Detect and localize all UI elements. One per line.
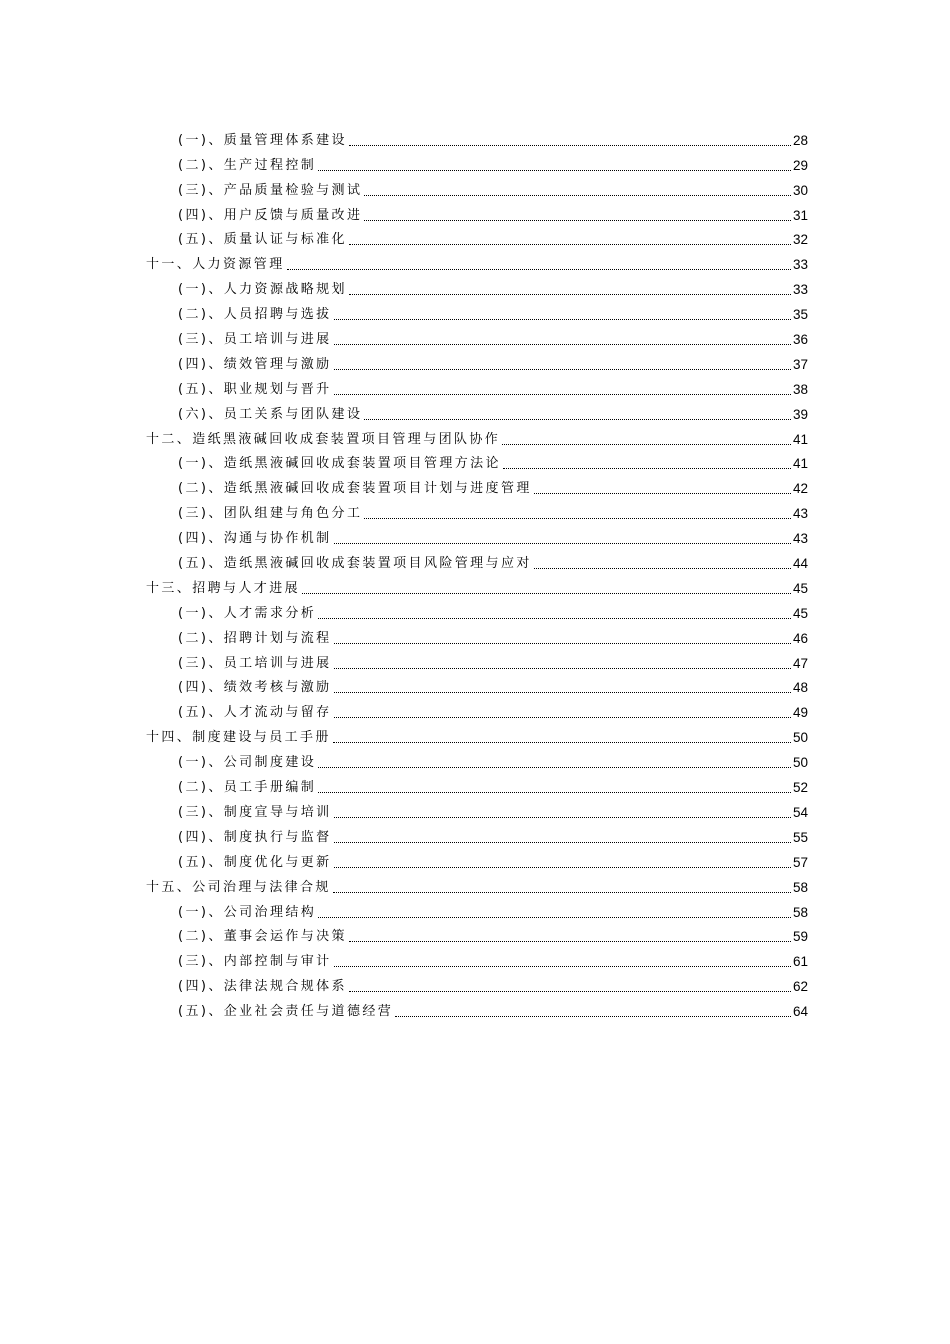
toc-page-number: 29	[792, 157, 808, 173]
toc-section-entry[interactable]	[146, 672, 808, 697]
toc-entry-title: (四)、法律法规合规体系	[178, 979, 347, 995]
toc-section-entry[interactable]	[146, 597, 808, 622]
toc-section-entry[interactable]	[146, 224, 808, 249]
toc-entry-title: (四)、绩效管理与激励	[178, 356, 332, 372]
toc-entry-title: (五)、人才流动与留存	[178, 705, 332, 721]
toc-dot-leader	[333, 742, 791, 743]
toc-section-entry[interactable]	[146, 696, 808, 721]
toc-entry-title: (三)、制度宣导与培训	[178, 804, 332, 820]
toc-page-number: 55	[792, 829, 808, 845]
toc-dot-leader	[334, 668, 791, 669]
toc-page-number: 43	[792, 531, 808, 547]
toc-page-number: 41	[792, 431, 808, 447]
toc-dot-leader	[534, 568, 791, 569]
toc-entry-title: (二)、生产过程控制	[178, 157, 317, 173]
toc-dot-leader	[318, 767, 791, 768]
toc-page-number: 45	[792, 605, 808, 621]
toc-section-entry[interactable]	[146, 273, 808, 298]
toc-dot-leader	[334, 643, 791, 644]
toc-page-number: 35	[792, 307, 808, 323]
toc-dot-leader	[318, 917, 791, 918]
toc-entry-title: (五)、企业社会责任与道德经营	[178, 1004, 394, 1020]
toc-page-number: 50	[792, 730, 808, 746]
toc-section-entry[interactable]	[146, 448, 808, 473]
toc-entry-title: (三)、员工培训与进展	[178, 655, 332, 671]
toc-section-entry[interactable]	[146, 647, 808, 672]
toc-section-entry[interactable]	[146, 995, 808, 1020]
toc-section-entry[interactable]	[146, 522, 808, 547]
toc-section-entry[interactable]	[146, 896, 808, 921]
toc-section-entry[interactable]	[146, 348, 808, 373]
toc-entry-title: (三)、员工培训与进展	[178, 332, 332, 348]
toc-dot-leader	[334, 817, 791, 818]
toc-entry-title: (一)、公司治理结构	[178, 904, 317, 920]
toc-page-number: 48	[792, 680, 808, 696]
toc-dot-leader	[334, 842, 791, 843]
toc-dot-leader	[503, 468, 791, 469]
toc-section-entry[interactable]	[146, 199, 808, 224]
toc-page-number: 61	[792, 954, 808, 970]
toc-entry-title: (三)、内部控制与审计	[178, 954, 332, 970]
toc-page-number: 38	[792, 381, 808, 397]
toc-section-entry[interactable]	[146, 373, 808, 398]
toc-entry-title: 十四、制度建设与员工手册	[146, 730, 331, 746]
toc-dot-leader	[334, 344, 791, 345]
toc-entry-title: (一)、人才需求分析	[178, 605, 317, 621]
toc-entry-title: (四)、制度执行与监督	[178, 829, 332, 845]
toc-dot-leader	[333, 892, 791, 893]
toc-page-number: 46	[792, 630, 808, 646]
toc-entry-title: (五)、造纸黑液碱回收成套装置项目风险管理与应对	[178, 556, 532, 572]
toc-page-number: 42	[792, 481, 808, 497]
toc-page-number: 32	[792, 232, 808, 248]
toc-page-number: 39	[792, 406, 808, 422]
toc-page-number: 58	[792, 879, 808, 895]
toc-dot-leader	[334, 394, 791, 395]
toc-page-number: 58	[792, 904, 808, 920]
table-of-contents	[146, 124, 808, 1020]
toc-page-number: 43	[792, 506, 808, 522]
toc-page-number: 45	[792, 580, 808, 596]
toc-section-entry[interactable]	[146, 174, 808, 199]
toc-page-number: 31	[792, 207, 808, 223]
toc-entry-title: 十五、公司治理与法律合规	[146, 879, 331, 895]
toc-chapter-entry[interactable]	[146, 572, 808, 597]
toc-section-entry[interactable]	[146, 298, 808, 323]
toc-chapter-entry[interactable]	[146, 248, 808, 273]
toc-section-entry[interactable]	[146, 124, 808, 149]
toc-dot-leader	[334, 543, 791, 544]
toc-dot-leader	[318, 618, 791, 619]
toc-dot-leader	[364, 518, 791, 519]
toc-dot-leader	[302, 593, 791, 594]
toc-dot-leader	[334, 717, 791, 718]
toc-entry-title: (六)、员工关系与团队建设	[178, 406, 363, 422]
toc-page-number: 50	[792, 755, 808, 771]
toc-entry-title: (二)、人员招聘与选拔	[178, 307, 332, 323]
toc-section-entry[interactable]	[146, 970, 808, 995]
toc-chapter-entry[interactable]	[146, 871, 808, 896]
toc-page-number: 28	[792, 132, 808, 148]
toc-chapter-entry[interactable]	[146, 423, 808, 448]
toc-entry-title: (四)、绩效考核与激励	[178, 680, 332, 696]
toc-dot-leader	[318, 170, 791, 171]
toc-entry-title: (一)、公司制度建设	[178, 755, 317, 771]
toc-page-number: 30	[792, 182, 808, 198]
toc-section-entry[interactable]	[146, 821, 808, 846]
toc-entry-title: 十三、招聘与人才进展	[146, 580, 301, 596]
toc-entry-title: (二)、招聘计划与流程	[178, 630, 332, 646]
toc-section-entry[interactable]	[146, 472, 808, 497]
toc-section-entry[interactable]	[146, 149, 808, 174]
toc-chapter-entry[interactable]	[146, 721, 808, 746]
toc-section-entry[interactable]	[146, 921, 808, 946]
toc-entry-title: (五)、职业规划与晋升	[178, 381, 332, 397]
toc-page-number: 33	[792, 257, 808, 273]
toc-section-entry[interactable]	[146, 547, 808, 572]
toc-dot-leader	[334, 966, 791, 967]
toc-dot-leader	[349, 244, 791, 245]
toc-dot-leader	[364, 195, 791, 196]
toc-page-number: 62	[792, 979, 808, 995]
toc-entry-title: 十一、人力资源管理	[146, 257, 285, 273]
toc-section-entry[interactable]	[146, 945, 808, 970]
toc-entry-title: (四)、用户反馈与质量改进	[178, 207, 363, 223]
toc-dot-leader	[334, 692, 791, 693]
toc-entry-title: (三)、团队组建与角色分工	[178, 506, 363, 522]
toc-dot-leader	[349, 145, 791, 146]
toc-entry-title: 十二、造纸黑液碱回收成套装置项目管理与团队协作	[146, 431, 501, 447]
toc-page-number: 44	[792, 556, 808, 572]
toc-dot-leader	[349, 991, 791, 992]
toc-page-number: 47	[792, 655, 808, 671]
toc-page-number: 59	[792, 929, 808, 945]
toc-entry-title: (五)、质量认证与标准化	[178, 232, 347, 248]
toc-entry-title: (一)、质量管理体系建设	[178, 132, 347, 148]
toc-page-number: 52	[792, 780, 808, 796]
toc-page-number: 37	[792, 356, 808, 372]
toc-dot-leader	[364, 220, 791, 221]
toc-section-entry[interactable]	[146, 771, 808, 796]
toc-dot-leader	[349, 294, 791, 295]
toc-page-number: 57	[792, 854, 808, 870]
toc-page-number: 33	[792, 282, 808, 298]
toc-section-entry[interactable]	[146, 796, 808, 821]
toc-page-number: 49	[792, 705, 808, 721]
toc-entry-title: (四)、沟通与协作机制	[178, 531, 332, 547]
toc-section-entry[interactable]	[146, 622, 808, 647]
toc-dot-leader	[395, 1016, 791, 1017]
toc-dot-leader	[334, 867, 791, 868]
toc-entry-title: (二)、董事会运作与决策	[178, 929, 347, 945]
toc-entry-title: (五)、制度优化与更新	[178, 854, 332, 870]
toc-entry-title: (一)、造纸黑液碱回收成套装置项目管理方法论	[178, 456, 501, 472]
toc-section-entry[interactable]	[146, 746, 808, 771]
toc-page-number: 36	[792, 332, 808, 348]
toc-entry-title: (二)、员工手册编制	[178, 780, 317, 796]
toc-dot-leader	[334, 319, 791, 320]
toc-dot-leader	[287, 269, 791, 270]
toc-entry-title: (二)、造纸黑液碱回收成套装置项目计划与进度管理	[178, 481, 532, 497]
toc-section-entry[interactable]	[146, 497, 808, 522]
toc-dot-leader	[334, 369, 791, 370]
toc-section-entry[interactable]	[146, 323, 808, 348]
toc-section-entry[interactable]	[146, 846, 808, 871]
toc-dot-leader	[318, 792, 791, 793]
toc-page-number: 64	[792, 1004, 808, 1020]
toc-page-number: 54	[792, 804, 808, 820]
toc-dot-leader	[502, 444, 791, 445]
toc-section-entry[interactable]	[146, 398, 808, 423]
toc-dot-leader	[534, 493, 791, 494]
toc-page-number: 41	[792, 456, 808, 472]
toc-dot-leader	[349, 941, 791, 942]
toc-entry-title: (三)、产品质量检验与测试	[178, 182, 363, 198]
toc-entry-title: (一)、人力资源战略规划	[178, 282, 347, 298]
toc-dot-leader	[364, 419, 791, 420]
